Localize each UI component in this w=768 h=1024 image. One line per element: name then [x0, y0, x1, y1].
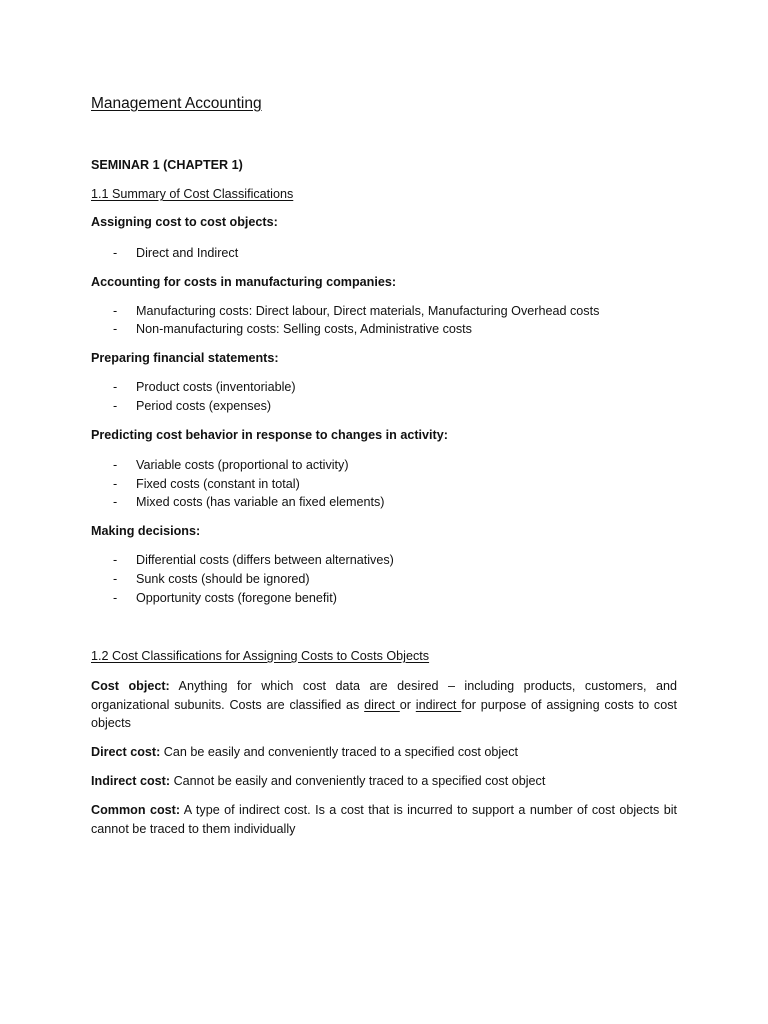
section-1-1-heading: 1.1 Summary of Cost Classifications [91, 187, 294, 201]
bullet-dash: - [113, 458, 118, 472]
common-cost-label: Common cost: [91, 803, 181, 817]
list-item-text: Sunk costs (should be ignored) [136, 572, 310, 586]
common-cost-text: A type of indirect cost. Is a cost that is incurred to support a number of cost objects bit cannot be traced to them individually [91, 803, 677, 836]
list-item-text: Mixed costs (has variable an fixed elements) [136, 495, 385, 509]
list-item-text: Manufacturing costs: Direct labour, Direct materials, Manufacturing Overhead costs [136, 304, 600, 318]
direct-cost-text: Can be easily and conveniently traced to a specified cost object [160, 745, 519, 759]
group-heading-assigning: Assigning cost to cost objects: [91, 215, 278, 229]
group-heading-decisions: Making decisions: [91, 524, 201, 538]
indirect-cost-text: Cannot be easily and conveniently traced to a specified cost object [170, 774, 546, 788]
bullet-dash: - [113, 304, 118, 318]
indirect-cost-label: Indirect cost: [91, 774, 171, 788]
group-heading-financial: Preparing financial statements: [91, 351, 279, 365]
indirect-term: indirect [415, 697, 462, 712]
bullet-dash: - [113, 553, 118, 567]
bullet-dash: - [113, 322, 118, 336]
common-cost-paragraph [91, 801, 677, 838]
cost-object-paragraph [91, 677, 677, 733]
list-item-text: Period costs (expenses) [136, 399, 272, 413]
group-heading-manufacturing: Accounting for costs in manufacturing companies: [91, 275, 397, 289]
cost-object-text-b: or [399, 697, 416, 712]
cost-object-text-c: for purpose of assigning costs to cost objects [91, 697, 677, 730]
direct-term: direct [364, 697, 400, 712]
list-item-text: Product costs (inventoriable) [136, 380, 296, 394]
bullet-dash: - [113, 572, 118, 586]
direct-cost-label: Direct cost: [91, 745, 161, 759]
list-item-text: Differential costs (differs between alternatives) [136, 553, 394, 567]
cost-object-label: Cost object: [91, 679, 170, 693]
bullet-dash: - [113, 399, 118, 413]
list-item-text: Non-manufacturing costs: Selling costs, Administrative costs [136, 322, 472, 336]
direct-cost-paragraph [91, 743, 677, 762]
document-title: Management Accounting [91, 95, 262, 112]
section-1-2-heading: 1.2 Cost Classifications for Assigning Costs to Costs Objects [91, 649, 430, 663]
list-item-text: Opportunity costs (foregone benefit) [136, 591, 337, 605]
indirect-cost-paragraph [91, 772, 677, 791]
cost-object-text-a: Anything for which cost data are desired – including products, customers, and organizational subunits. Costs are classified as [91, 679, 677, 712]
bullet-dash: - [113, 246, 118, 260]
bullet-dash: - [113, 380, 118, 394]
bullet-dash: - [113, 591, 118, 605]
list-item-text: Variable costs (proportional to activity) [136, 458, 349, 472]
bullet-dash: - [113, 477, 118, 491]
bullet-dash: - [113, 495, 118, 509]
seminar-heading: SEMINAR 1 (CHAPTER 1) [91, 158, 243, 172]
list-item-text: Fixed costs (constant in total) [136, 477, 300, 491]
list-item-text: Direct and Indirect [136, 246, 239, 260]
group-heading-behavior: Predicting cost behavior in response to changes in activity: [91, 428, 448, 442]
